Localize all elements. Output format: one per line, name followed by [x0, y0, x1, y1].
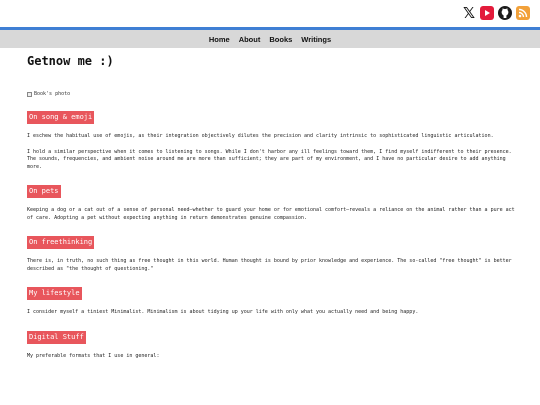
youtube-icon[interactable] — [480, 6, 494, 20]
paragraph-pets: Keeping a dog or a cat out of a sense of personal need—whether to guard your home or for emotional comfort—reveals a reliance on the animal rather than a pure act of care. Adopting a pet without expecting anything in return demonstrates genuine compassion. — [27, 207, 515, 221]
book-photo — [27, 91, 517, 97]
main-nav — [0, 30, 540, 48]
nav-books[interactable]: Books — [269, 34, 293, 44]
section-heading-pets: On pets — [27, 185, 61, 198]
paragraph-emoji: I eschew the habitual use of emojis, as their integration objectively dilutes the precision and clarity intrinsic to sophisticated linguistic articulation. — [27, 133, 494, 139]
section-heading-song-emoji: On song & emoji — [27, 111, 94, 124]
nav-about[interactable]: About — [238, 34, 261, 44]
paragraph-digital-stuff: My preferable formats that I use in general: — [27, 352, 160, 359]
github-icon[interactable] — [498, 6, 512, 20]
paragraph-freethinking: There is, in truth, no such thing as free thought in this world. Human thought is bound by prior knowledge and experience. The so-called "free thought" is better described as "the thought of questioning." — [27, 258, 512, 272]
book-photo-alt: Book's photo — [34, 91, 71, 97]
social-links — [462, 6, 530, 20]
main-content — [27, 52, 517, 360]
page-title: Getnow me :) — [27, 54, 114, 68]
rss-icon[interactable] — [516, 6, 530, 20]
nav-home[interactable]: Home — [208, 34, 230, 44]
paragraph-songs: I hold a similar perspective when it comes to listening to songs. While I don't harbor any ill feelings toward them, I find myself indifferent to their presence. The sounds, frequencies, and ambient noise around me are more than sufficient; they are part of my environment, and I have no particular desire to add anything more. — [27, 148, 512, 170]
section-heading-lifestyle: My lifestyle — [27, 287, 82, 300]
section-heading-digital-stuff: Digital Stuff — [27, 331, 86, 344]
section-heading-freethinking: On freethinking — [27, 236, 94, 249]
x-icon[interactable]: 𝕏 — [462, 4, 476, 22]
top-bar — [0, 0, 540, 28]
nav-writings[interactable]: Writings — [301, 34, 332, 44]
paragraph-lifestyle: I consider myself a tiniest Minimalist. Minimalism is about tidying up your life with only what you actually need and being happy. — [27, 309, 419, 315]
broken-image-icon — [27, 92, 32, 97]
